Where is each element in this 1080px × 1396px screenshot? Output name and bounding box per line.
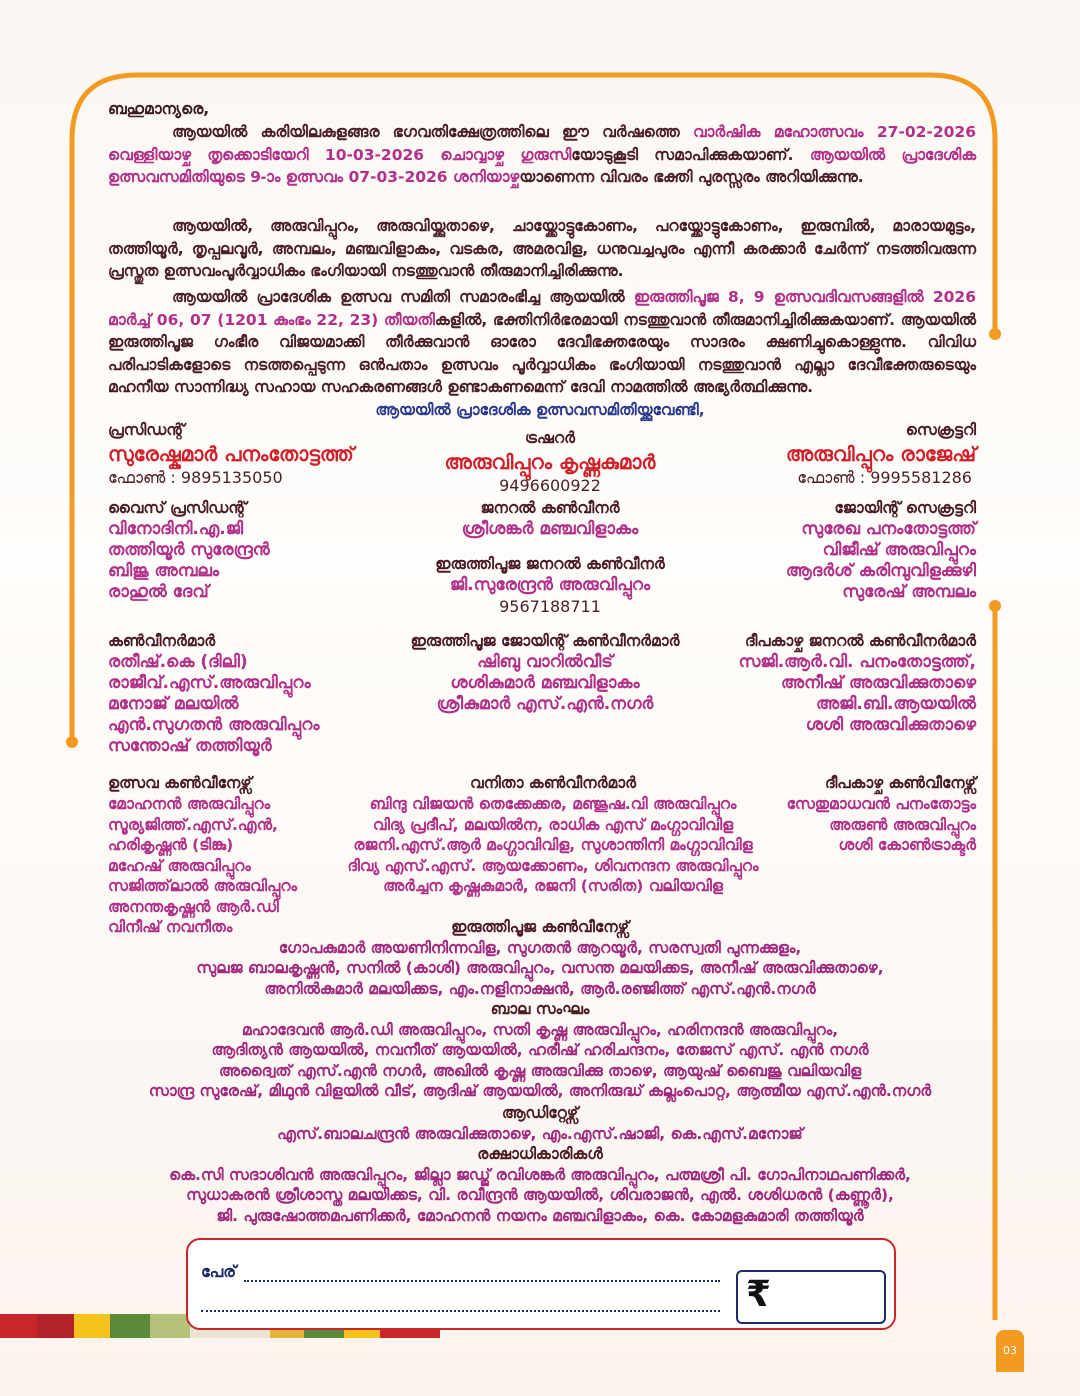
list-item: ശശി കോൺട്രാക്ടർ	[838, 836, 976, 854]
iruthipooja-joint-conveners-block	[380, 631, 710, 715]
iruthipooja-joint-conveners-names	[380, 652, 710, 715]
deepakazhcha-general-conveners-title: ദീപകാഴ്ച ജനറൽ കൺവീനർമാർ	[744, 632, 976, 650]
list-item: രജനി.എസ്.ആർ മംഗ്ഗാവിവിള, സുശാന്തിനി മംഗ്ഗാവിവിള	[353, 836, 753, 854]
list-item: രാജീവ്.എസ്.അരുവിപ്പുറം	[108, 673, 311, 693]
patrons-section	[100, 1144, 980, 1226]
general-convener-title: ജനറൽ കൺവീനർ	[480, 499, 620, 517]
list-item: സൂര്യജിത്ത്.എസ്.എൻ,	[108, 815, 278, 834]
on-behalf-line: ആയയിൽ പ്രാദേശിക ഉത്സവസമിതിയ്ക്കുവേണ്ടി,	[375, 401, 705, 419]
karakkar-paragraph: ആയയിൽ, അരുവിപ്പുറം, അരുവിയ്ക്കുതാഴെ, ചായ്ക്കോട്ടുകോണം, പറയ്ക്കോട്ടുകോണം, ഇരുമ്പിൽ, മാരായമുട്ടം, തത്തിയൂർ, തൃപ്പലവൂർ, അമ്പലം, മഞ്ചവിളാകം, വടകര, അമരവിള, ധനുവച്ചപുരം എന്നീ കരക്കാർ ചേർന്ന് നടത്തിവരുന്ന പ്രസ്തുത ഉത്സവംപൂർവ്വാധികം ഭംഗിയായി നടത്തുവാൻ തീരുമാനിച്ചിരിക്കുന്നു.	[108, 217, 976, 280]
para1-run-1: വാർഷിക മഹോത്സവം 27-02-2026 വെള്ളിയാഴ്ച തൃക്കൊടിയേറി 10-03-2026 ചൊവ്വാഴ്ച ഗുരുസി	[108, 123, 976, 164]
list-item: കെ.സി സദാശിവൻ അരുവിപ്പുറം, ജില്ലാ ജഡ്ജ് രവിശങ്കർ അരുവിപ്പുറം, പത്മശ്രീ പി. ഗോപിനാഥപണിക്കർ,	[169, 1165, 911, 1184]
secretary-phone: ഫോൺ : 9995581286	[797, 468, 972, 487]
auditors-section	[100, 1103, 980, 1144]
list-item: അജി.ബി.ആയയിൽ	[815, 694, 976, 714]
list-item: എസ്.ബാലചന്ദ്രൻ അരുവിക്കുതാഴെ, എം.എസ്.ഷാജി, കെ.എസ്.മനോജ്	[277, 1124, 803, 1143]
president-block	[108, 420, 408, 488]
list-item: വിനോദിനി.എ.ജി	[108, 519, 244, 539]
deepakazhcha-general-conveners-names	[666, 652, 976, 736]
para3-run-1: ഇരുത്തിപൂജ 8, 9 ഉത്സവദിവസങ്ങളിൽ 2026 മാർച്ച് 06, 07 (1201 കുംഭം 22, 23) തീയതി	[108, 288, 976, 329]
list-item: ബിജു അമ്പലം	[108, 561, 220, 581]
para1-run-4: യാണെന്ന വിവരം ഭക്തി പുരസ്സരം അറിയിക്കുന്നു.	[519, 168, 864, 186]
patrons-lines	[100, 1165, 980, 1227]
para3-run-2: കളിൽ, ഭക്തിനിർഭരമായി നടത്തുവാൻ തീരുമാനിച്ചിരിക്കുകയാണ്. ആയയിൽ ഇരുത്തിപൂജ ഗംഭീര വിജയമാക്കി തീർക്കുവാൻ ഓരോ ദേവീഭക്തരേയും സാദരം ക്ഷണിച്ചുകൊള്ളുന്നു. വിവിധ പരിപാടികളോടെ നടത്തപ്പെടുന്ന ഒൻപതാം ഉത്സവം പൂർവ്വാധികം ഭംഗിയായി നടത്തുവാൻ എല്ലാ ദേവീഭക്തരുടെയും മഹനീയ സാന്നിദ്ധ്യ സഹായ സഹകരണങ്ങൾ ഉണ്ടാകണമെന്ന് ദേവി നാമത്തിൽ അഭ്യർത്ഥിക്കുന്നു.	[108, 310, 977, 396]
rupee-icon: ₹	[746, 1274, 772, 1315]
list-item: അനന്തകൃഷ്ണൻ ആർ.ഡി	[108, 897, 279, 916]
bala-sangham-title: ബാല സംഘം	[490, 1000, 590, 1018]
salutation: ബഹുമാന്യരെ,	[108, 100, 210, 118]
joint-secretary-names	[676, 519, 976, 603]
list-item: സേതുമാധവൻ പനംതോട്ടം	[786, 795, 976, 813]
list-item: തത്തിയൂർ സുരേന്ദ്രൻ	[108, 540, 270, 560]
list-item: എൻ.സുഗതൻ അരുവിപ്പുറം	[108, 715, 320, 735]
president-name: സുരേഷ്കുമാർ പനംതോട്ടത്ത്	[108, 442, 354, 466]
list-item: അദ്വൈത് എസ്.എൻ നഗർ, അഖിൽ കൃഷ്ണ അരുവിക്കു താഴെ, ആയുഷ് ബൈജു വലിയവിള	[218, 1061, 862, 1080]
general-convener-block	[390, 498, 710, 540]
iruthipooja-conveners-title: ഇരുത്തിപൂജ കൺവീനേഴ്സ്	[451, 918, 629, 936]
amount-field[interactable]	[736, 1270, 886, 1324]
deepakazhcha-conveners-title: ദീപകാഴ്ച കൺവീനേഴ്സ്	[824, 774, 976, 792]
intro-paragraph	[108, 121, 976, 189]
list-item: ശശികുമാർ മഞ്ചവിളാകം	[450, 673, 640, 693]
iruthipooja-joint-conveners-title: ഇരുത്തിപൂജ ജോയിന്റ് കൺവീനർമാർ	[410, 632, 680, 650]
name-label-text: പേര്	[201, 1262, 237, 1281]
iruthipooja-general-convener-title: ഇരുത്തിപൂജ ജനറൽ കൺവീനർ	[435, 555, 665, 573]
para3-run-0: ആയയിൽ പ്രാദേശിക ഉത്സവ സമിതി സമാരംഭിച്ച ആയയിൽ	[172, 288, 634, 306]
iruthipooja-conveners-lines	[100, 938, 980, 1000]
list-item: സജി.ആർ.വി. പനംതോട്ടത്ത്,	[738, 652, 976, 672]
deepakazhcha-general-conveners-block	[666, 631, 976, 736]
conveners-names	[108, 652, 408, 757]
treasurer-block	[390, 428, 710, 496]
list-item: സജിത്ത്‌ലാൽ അരുവിപ്പുറം	[108, 877, 297, 895]
list-item: മഹാദേവൻ ആർ.ഡി അരുവിപ്പുറം, സതി കൃഷ്ണ അരുവിപ്പുറം, ഹരിനന്ദൻ അരുവിപ്പുറം,	[241, 1020, 839, 1039]
utsava-conveners-title: ഉത്സവ കൺവീനേഴ്സ്	[108, 774, 252, 792]
name-label	[201, 1262, 236, 1282]
list-item: ദിവ്യ എസ്.എസ്. ആയക്കോണം, ശിവനന്ദന അരുവിപ്പുറം	[347, 856, 759, 875]
list-item: വിനീഷ് നവനീതം	[108, 918, 233, 936]
president-title: പ്രസിഡന്റ്	[108, 421, 185, 439]
list-item: വിദ്യ പ്രദീപ്, മലയിൽന, രാധിക എസ് മംഗ്ഗാവിവിള	[372, 815, 734, 834]
treasurer-name: അരുവിപ്പുറം കൃഷ്ണകുമാർ	[444, 450, 656, 474]
list-item: ജി. പുരുഷോത്തമപണിക്കർ, മോഹനൻ നയനം മഞ്ചവിളാകം, കെ. കോമളകുമാരി തത്തിയൂർ	[216, 1206, 864, 1225]
list-item: മോഹനൻ അരുവിപ്പുറം	[108, 795, 271, 813]
list-item: സുരേഖ പനംതോട്ടത്ത്	[801, 519, 976, 539]
vice-president-names	[108, 519, 408, 603]
auditors-title: ആഡിറ്റേഴ്സ്	[501, 1104, 579, 1122]
vanitha-conveners-block	[318, 773, 788, 897]
general-convener-names	[390, 519, 710, 540]
para1-run-3: ആയയിൽ പ്രാദേശിക ഉത്സവസമിതിയുടെ 9-ാം ഉത്സവം 07-03-2026 ശനിയാഴ്ച	[108, 145, 976, 186]
auditors-lines	[100, 1124, 980, 1145]
vanitha-conveners-names	[318, 794, 788, 897]
list-item: സുരേഷ് അമ്പലം	[842, 582, 976, 602]
para1-run-0: ആയയിൽ കരിയിലകുളങ്ങര ഭഗവതിക്ഷേത്രത്തിലെ ഈ വർഷത്തെ	[172, 123, 693, 141]
name-field[interactable]	[244, 1278, 720, 1282]
list-item: രാഹുൽ ദേവ്	[108, 582, 209, 602]
address-field[interactable]	[201, 1308, 720, 1312]
list-item: ഷിബു വാറിൽവീട്	[477, 652, 613, 672]
list-item: ഹരികൃഷ്ണൻ (ടിങ്കു)	[108, 836, 234, 854]
list-item: അനിൽകുമാർ മലയിക്കട, എം.നളിനാക്ഷൻ, ആർ.രഞ്ജിത്ത് എസ്.എൻ.നഗർ	[264, 979, 816, 998]
treasurer-phone: 9496600922	[499, 476, 601, 495]
conveners-block	[108, 631, 408, 757]
iruthipooja-general-convener-phone: 9567188711	[499, 597, 601, 616]
list-item: ബിന്ദു വിജയൻ തെക്കേക്കര, മഞ്ജുഷ.വി അരുവിപ്പുറം	[369, 795, 737, 813]
list-item: ആദിത്യൻ ആയയിൽ, നവനീത് ആയയിൽ, ഹരീഷ് ഹരിചന്ദനം, തേജസ് എസ്. എൻ നഗർ	[211, 1041, 869, 1059]
page-number: 03	[996, 1330, 1024, 1372]
treasurer-title: ട്രഷറർ	[524, 429, 576, 447]
list-item: രതീഷ്.കെ (ദിലി)	[108, 652, 248, 672]
para1-run-2: യോടുകൂടി സമാപിക്കുകയാണ്.	[571, 145, 810, 164]
list-item: മനോജ് മലയിൽ	[108, 694, 239, 714]
conveners-title: കൺവീനർമാർ	[108, 632, 216, 650]
list-item: ജി.സുരേന്ദ്രൻ അരുവിപ്പുറം	[449, 575, 651, 595]
patrons-title: രക്ഷാധികാരികൾ	[477, 1145, 603, 1163]
joint-secretary-block	[676, 498, 976, 603]
deepakazhcha-conveners-names	[736, 794, 976, 856]
list-item: അർച്ചന കൃഷ്ണകുമാർ, രജനി (സരിത) വലിയവിള	[383, 877, 723, 895]
vice-president-block	[108, 498, 408, 603]
secretary-title: സെക്രട്ടറി	[905, 421, 976, 439]
list-item: ശ്രീശങ്കർ മഞ്ചവിളാകം	[461, 519, 639, 539]
joint-secretary-title: ജോയിന്റ് സെക്രട്ടറി	[834, 499, 976, 517]
list-item: സന്തോഷ് തത്തിയൂർ	[108, 736, 272, 756]
list-item: സാന്ദ്ര സുരേഷ്, മിഥുൻ വിളയിൽ വീട്, ആദിഷ് ആയയിൽ, അനിരുദ്ധ് കല്ലംപൊറ്റ, ആത്മീയ എസ്.എൻ.നഗർ	[148, 1082, 932, 1100]
secretary-name: അരുവിപ്പുറം രാജേഷ്	[785, 442, 976, 466]
secretary-block	[676, 420, 976, 488]
list-item: വിജീഷ് അരുവിപ്പുറം	[822, 540, 976, 560]
list-item: മഹേഷ് അരുവിപ്പുറം	[108, 856, 251, 875]
list-item: ആദർശ് കരിമ്പുവിളക്കുഴി	[785, 561, 976, 581]
president-phone: ഫോൺ : 9895135050	[108, 468, 283, 487]
list-item: ശ്രീകുമാർ എസ്.എൻ.നഗർ	[436, 694, 654, 714]
bala-sangham-lines	[100, 1020, 980, 1102]
list-item: ഗോപകുമാർ അയണിനിന്നവിള, സുഗതൻ ആറയൂർ, സരസ്വതി പുന്നക്കുളം,	[278, 938, 802, 957]
list-item: സുധാകരൻ ശ്രീശാസ്ത മലയിക്കട, വി. രവീന്ദ്രൻ ആയയിൽ, ശിവരാജൻ, എൽ. ശശിധരൻ (കണ്ണൂർ),	[186, 1186, 894, 1204]
vice-president-title: വൈസ് പ്രസിഡന്റ്	[108, 499, 247, 517]
vanitha-conveners-title: വനിതാ കൺവീനർമാർ	[470, 774, 636, 792]
iruthipooja-general-convener-block	[390, 554, 710, 617]
list-item: ശശി അരുവിക്കുതാഴെ	[805, 715, 976, 735]
list-item: അരുൺ അരുവിപ്പുറം	[829, 815, 976, 834]
deepakazhcha-conveners-block	[736, 773, 976, 856]
iruthipooja-paragraph	[108, 286, 976, 399]
list-item: സുലജ ബാലകൃഷ്ണൻ, സനിൽ (കാശി) അരുവിപ്പുറം, വസന്ത മലയിക്കട, അനീഷ് അരുവിക്കുതാഴെ,	[196, 959, 884, 977]
iruthipooja-conveners-section	[100, 917, 980, 999]
list-item: അനീഷ് അരുവിക്കുതാഴെ	[780, 673, 976, 693]
iruthipooja-general-convener-names	[390, 575, 710, 596]
bala-sangham-section	[100, 999, 980, 1102]
